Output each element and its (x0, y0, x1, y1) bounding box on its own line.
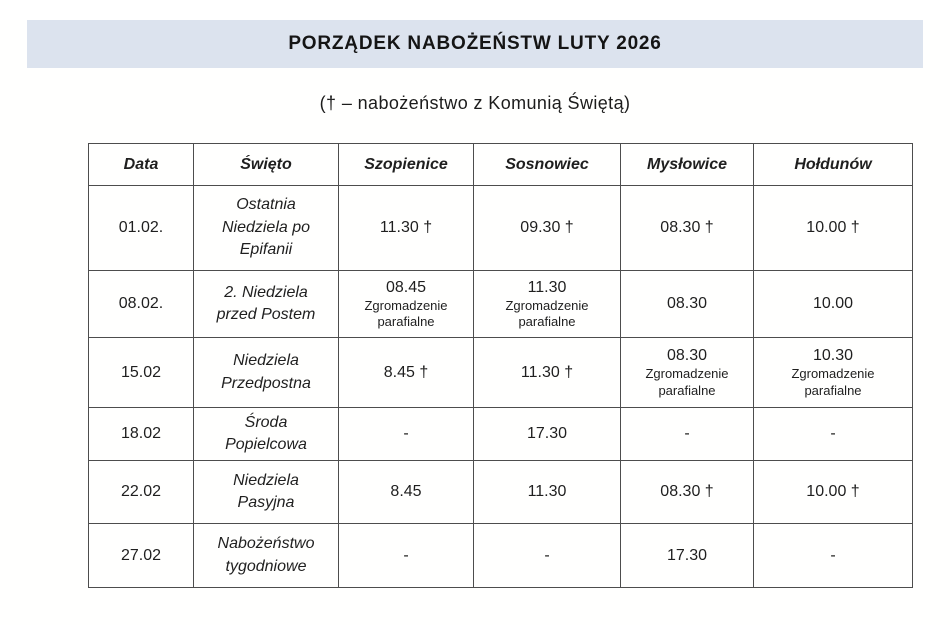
time-cell (339, 461, 474, 524)
time-cell (474, 186, 621, 271)
holiday-cell: 2. Niedziela przed Postem (194, 271, 339, 338)
service-time: 08.45 (385, 278, 427, 296)
service-time: 8.45 (390, 483, 422, 500)
column-header-holdunow: Hołdunów (754, 144, 913, 186)
time-cell (474, 461, 621, 524)
time-cell (474, 271, 621, 338)
service-time: - (830, 425, 836, 442)
time-cell (754, 461, 913, 524)
service-time: 11.30 † (379, 219, 433, 236)
service-time: 08.30 † (660, 219, 714, 236)
service-note: Zgromadzenie parafialne (791, 366, 875, 398)
service-time: - (403, 546, 409, 564)
service-time: 08.30 (666, 295, 708, 312)
table-row (89, 186, 913, 271)
table-row (89, 338, 913, 408)
column-header-myslowice: Mysłowice (621, 144, 754, 186)
title-band (27, 20, 923, 68)
service-time: 08.30 (666, 347, 708, 365)
table-header-row (89, 144, 913, 186)
holiday-cell: Nabożeństwo tygodniowe (194, 524, 339, 588)
table-row (89, 408, 913, 461)
time-cell (754, 338, 913, 408)
service-time: 08.30 † (660, 483, 714, 500)
date-cell: 08.02. (89, 271, 194, 338)
service-time: 11.30 (527, 278, 567, 296)
service-time: - (403, 425, 409, 442)
service-time: 10.00 † (806, 483, 860, 500)
holiday-cell: Niedziela Przedpostna (194, 338, 339, 408)
service-note: Zgromadzenie parafialne (645, 366, 729, 398)
time-cell (621, 524, 754, 588)
time-cell (339, 186, 474, 271)
service-time: 10.00 (812, 295, 854, 312)
date-cell: 18.02 (89, 408, 194, 461)
date-cell: 27.02 (89, 524, 194, 588)
time-cell (339, 271, 474, 338)
time-cell (621, 408, 754, 461)
time-cell (474, 408, 621, 461)
time-cell (339, 408, 474, 461)
time-cell (339, 524, 474, 588)
service-time: - (830, 546, 836, 564)
column-header-swieto: Święto (194, 144, 339, 186)
time-cell (621, 338, 754, 408)
time-cell (474, 338, 621, 408)
service-time: 09.30 † (520, 219, 574, 236)
column-header-sosnowiec: Sosnowiec (474, 144, 621, 186)
date-cell: 22.02 (89, 461, 194, 524)
service-time: 8.45 † (383, 363, 429, 381)
column-header-data: Data (89, 144, 194, 186)
table-row (89, 271, 913, 338)
time-cell (754, 186, 913, 271)
time-cell (474, 524, 621, 588)
time-cell (754, 271, 913, 338)
time-cell (621, 461, 754, 524)
table-row (89, 524, 913, 588)
service-time: 10.30 (812, 347, 854, 365)
service-time: 11.30 (527, 483, 567, 500)
date-cell: 01.02. (89, 186, 194, 271)
document-page (0, 20, 950, 625)
time-cell (754, 408, 913, 461)
service-time: 10.00 † (806, 219, 860, 236)
service-time: - (684, 425, 690, 442)
holiday-cell: Ostatnia Niedziela po Epifanii (194, 186, 339, 271)
legend-note: († – nabożeństwo z Komunią Świętą) (319, 93, 631, 113)
column-header-szopienice: Szopienice (339, 144, 474, 186)
service-time: 17.30 (526, 425, 568, 442)
page-title: PORZĄDEK NABOŻEŃSTW LUTY 2026 (288, 33, 662, 54)
time-cell (621, 271, 754, 338)
service-time: 11.30 † (520, 363, 574, 381)
holiday-cell: Środa Popielcowa (194, 408, 339, 461)
service-schedule-table (88, 143, 913, 588)
service-note: Zgromadzenie parafialne (505, 297, 589, 329)
table-row (89, 461, 913, 524)
holiday-cell: Niedziela Pasyjna (194, 461, 339, 524)
service-time: - (544, 546, 550, 564)
service-time: 17.30 (666, 546, 708, 564)
date-cell: 15.02 (89, 338, 194, 408)
time-cell (621, 186, 754, 271)
time-cell (754, 524, 913, 588)
service-note: Zgromadzenie parafialne (364, 297, 448, 329)
time-cell (339, 338, 474, 408)
